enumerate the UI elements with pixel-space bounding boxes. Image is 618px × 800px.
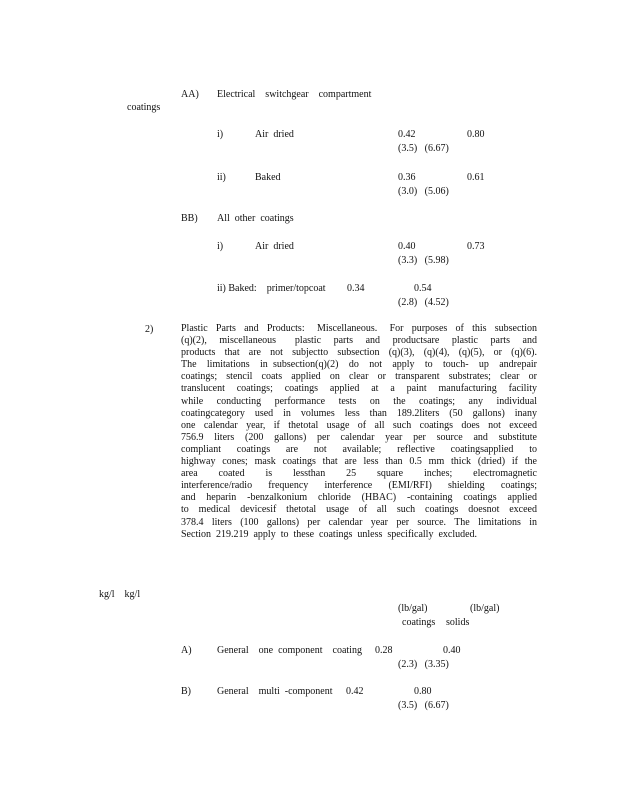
aa-row-2-name: Baked (255, 172, 281, 183)
aa-row-1-value-2: 0.80 (467, 129, 485, 140)
units-coatings-label: coatings (402, 617, 436, 628)
section-b-lbgal: (3.5) (6.67) (398, 700, 449, 711)
paragraph-line: (q)(2), miscellaneous plastic parts and productsare plastic parts and (181, 335, 537, 347)
aa-row-1-lbgal: (3.5) (6.67) (398, 143, 449, 154)
bb-row-2-value-2: 0.54 (414, 283, 432, 294)
aa-row-2-value-2: 0.61 (467, 172, 485, 183)
units-solids-label: solids (446, 617, 470, 628)
paragraph-line: and heparin -benzalkonium chloride (HBAC) -containing coatings applied (181, 492, 537, 504)
section-a-value-2: 0.40 (443, 645, 461, 656)
section-a-label: A) (181, 645, 192, 656)
units-lbgal-solids: (lb/gal) (470, 603, 500, 614)
paragraph-line: products that are not subjectto subsection (q)(3), (q)(4), (q)(5), or (q)(6). (181, 347, 537, 359)
paragraph-line: while conducting performance tests on the coatings; any individual (181, 395, 537, 407)
bb-row-2-text: ii) Baked: primer/topcoat (217, 283, 326, 294)
bb-row-1-value-2: 0.73 (467, 241, 485, 252)
paragraph-line: area coated is lessthan 25 square inches; electromagnetic (181, 468, 537, 480)
aa-row-2-value-1: 0.36 (398, 172, 416, 183)
bb-row-2-value-1: 0.34 (347, 283, 365, 294)
plastic-section-number: 2) (145, 324, 154, 335)
paragraph-line: The limitations in subsection(q)(2) do not apply to touch- up andrepair (181, 359, 537, 371)
paragraph-line: coatingcategory used in volumes less than 189.2liters (50 gallons) inany (181, 407, 537, 419)
bb-row-1-name: Air dried (255, 241, 294, 252)
aa-row-1-value-1: 0.42 (398, 129, 416, 140)
paragraph-line: highway cones; mask coatings that are less than 0.5 mm thick (dried) if the (181, 456, 537, 468)
bb-row-1-lbgal: (3.3) (5.98) (398, 255, 449, 266)
bb-row-1-value-1: 0.40 (398, 241, 416, 252)
section-aa-title-cont: coatings (127, 102, 161, 113)
paragraph-line: Section 219.219 apply to these coatings unless specifically excluded. (181, 528, 478, 540)
aa-row-1-name: Air dried (255, 129, 294, 140)
section-bb-label: BB) (181, 213, 198, 224)
section-bb-title: All other coatings (217, 213, 294, 224)
paragraph-line: Plastic Parts and Products: Miscellaneous. For purposes of this subsection (181, 323, 537, 334)
aa-row-1-num: i) (217, 129, 224, 140)
paragraph-line: coatings; stencil coats applied on clear or transparent substrates; clear or (181, 371, 537, 383)
aa-row-2-num: ii) (217, 172, 226, 183)
section-b-value-2: 0.80 (414, 686, 432, 697)
units-kg-per-liter: kg/l kg/l (99, 589, 141, 600)
paragraph-line: compliant coatings are not available; reflective coatingsapplied to (181, 443, 537, 455)
section-a-text: General one component coating (217, 645, 362, 656)
aa-row-2-lbgal: (3.0) (5.06) (398, 186, 449, 197)
paragraph-line: translucent coatings; coatings applied at a paint manufacturing facility (181, 383, 537, 395)
section-b-label: B) (181, 686, 191, 697)
section-aa-label: AA) (181, 89, 199, 100)
paragraph-line: interference/radio frequency interference (EMI/RFI) shielding coatings; (181, 480, 537, 492)
bb-row-1-num: i) (217, 241, 224, 252)
section-a-value-1: 0.28 (375, 645, 393, 656)
section-b-value-1: 0.42 (346, 686, 364, 697)
section-aa-title: Electrical switchgear compartment (217, 89, 372, 100)
section-b-text: General multi -component (217, 686, 333, 697)
bb-row-2-lbgal: (2.8) (4.52) (398, 297, 449, 308)
paragraph-line: one calendar year, if thetotal usage of all such coatings does not exceed (181, 419, 537, 431)
paragraph-line: to medical devicesif thetotal usage of all such coatings doesnot exceed (181, 504, 537, 516)
paragraph-line: 378.4 liters (100 gallons) per calendar year per source. The limitations in (181, 516, 537, 528)
units-lbgal-coatings: (lb/gal) (398, 603, 428, 614)
section-a-lbgal: (2.3) (3.35) (398, 659, 449, 670)
paragraph-line: 756.9 liters (200 gallons) per calendar year per source and substitute (181, 431, 537, 443)
plastic-parts-paragraph (181, 323, 537, 541)
